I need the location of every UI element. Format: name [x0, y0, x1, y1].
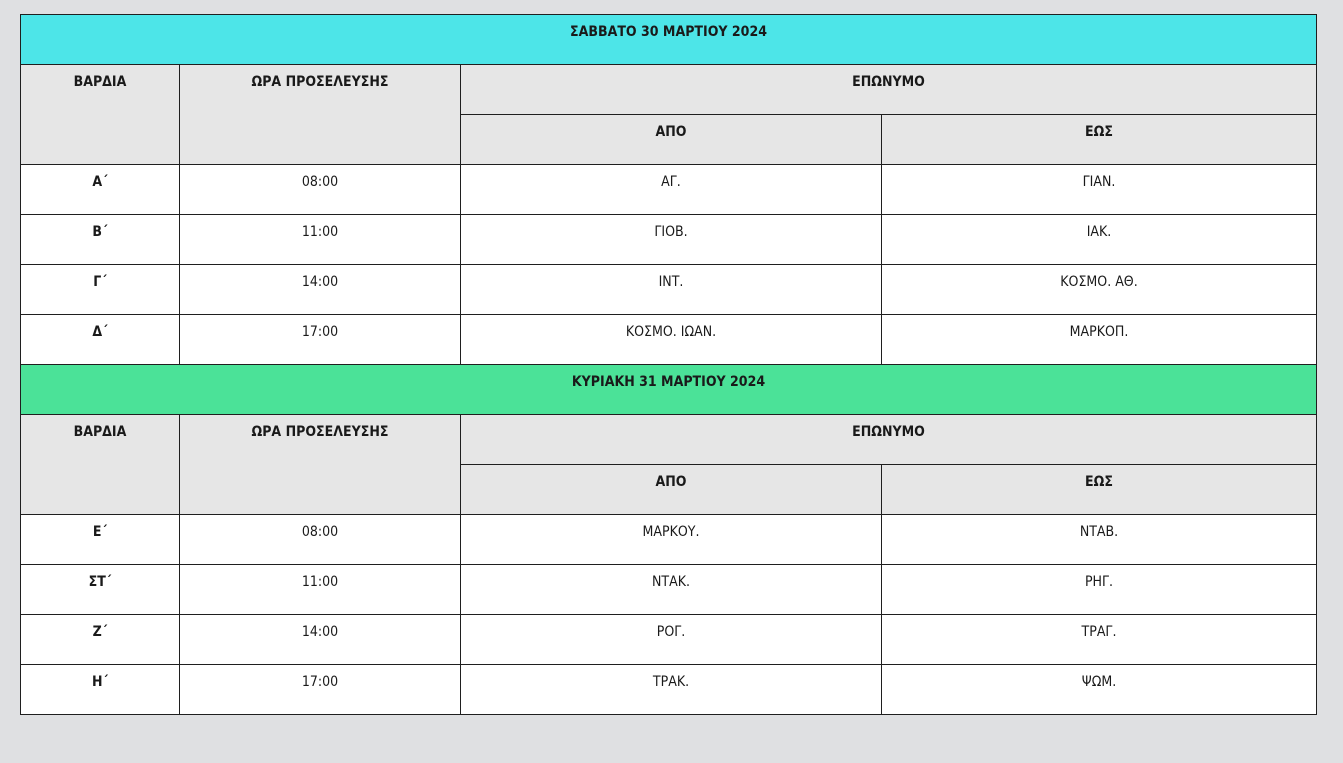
arrival-time: 17:00 — [301, 324, 339, 340]
surname-to: ΙΑΚ. — [1086, 224, 1112, 240]
shift-header-label: ΒΑΡΔΙΑ — [73, 74, 127, 90]
arrival-time: 08:00 — [301, 174, 339, 190]
shift-code: Β΄ — [92, 224, 108, 240]
surname-from: ΙΝΤ. — [658, 274, 684, 290]
table-row — [21, 615, 1317, 665]
surname-from: ΓΙΟΒ. — [654, 224, 688, 240]
shift-cell — [21, 515, 180, 565]
from-header-label: ΑΠΟ — [655, 124, 687, 140]
arrival-time-header-label: ΩΡΑ ΠΡΟΣΕΛΕΥΣΗΣ — [251, 424, 389, 440]
from-cell — [461, 265, 882, 315]
time-cell — [180, 515, 461, 565]
from-header — [461, 115, 882, 165]
from-header — [461, 465, 882, 515]
surname-to: ΤΡΑΓ. — [1081, 624, 1117, 640]
to-cell — [882, 265, 1317, 315]
from-header-label: ΑΠΟ — [655, 474, 687, 490]
surname-to: ΨΩΜ. — [1081, 674, 1117, 690]
to-cell — [882, 615, 1317, 665]
from-cell — [461, 565, 882, 615]
time-cell — [180, 665, 461, 715]
arrival-time-header — [180, 415, 461, 515]
surname-from: ΡΟΓ. — [656, 624, 686, 640]
shift-code: Α΄ — [92, 174, 108, 190]
to-cell — [882, 165, 1317, 215]
table-row — [21, 665, 1317, 715]
table-row — [21, 565, 1317, 615]
shift-header — [21, 415, 180, 515]
time-cell — [180, 565, 461, 615]
from-cell — [461, 665, 882, 715]
surname-from: ΜΑΡΚΟΥ. — [642, 524, 700, 540]
from-cell — [461, 215, 882, 265]
surname-to: ΓΙΑΝ. — [1082, 174, 1116, 190]
surname-header-label: ΕΠΩΝΥΜΟ — [852, 424, 925, 440]
day-title: ΣΑΒΒΑΤΟ 30 ΜΑΡΤΙΟΥ 2024 — [570, 24, 767, 40]
column-header-row — [21, 415, 1317, 465]
surname-to: ΡΗΓ. — [1084, 574, 1114, 590]
to-cell — [882, 515, 1317, 565]
shift-header-label: ΒΑΡΔΙΑ — [73, 424, 127, 440]
shift-cell — [21, 215, 180, 265]
table-row — [21, 215, 1317, 265]
shift-code: Ε΄ — [92, 524, 108, 540]
table-row — [21, 265, 1317, 315]
arrival-time: 08:00 — [301, 524, 339, 540]
time-cell — [180, 315, 461, 365]
time-cell — [180, 215, 461, 265]
shift-cell — [21, 265, 180, 315]
shift-code: ΣΤ΄ — [88, 574, 112, 590]
shift-schedule-table — [20, 14, 1317, 715]
to-header — [882, 115, 1317, 165]
shift-cell — [21, 665, 180, 715]
surname-header — [461, 415, 1317, 465]
arrival-time: 11:00 — [301, 224, 339, 240]
to-cell — [882, 565, 1317, 615]
arrival-time: 17:00 — [301, 674, 339, 690]
table-row — [21, 515, 1317, 565]
shift-code: Δ΄ — [92, 324, 108, 340]
from-cell — [461, 615, 882, 665]
to-header-label: ΕΩΣ — [1085, 124, 1113, 140]
day-header-row — [21, 365, 1317, 415]
shift-code: Γ΄ — [93, 274, 107, 290]
from-cell — [461, 515, 882, 565]
day-title: ΚΥΡΙΑΚΗ 31 ΜΑΡΤΙΟΥ 2024 — [571, 374, 766, 390]
arrival-time-header — [180, 65, 461, 165]
surname-header-label: ΕΠΩΝΥΜΟ — [852, 74, 925, 90]
day-header-row — [21, 15, 1317, 65]
to-cell — [882, 315, 1317, 365]
surname-from: ΑΓ. — [661, 174, 681, 190]
surname-from: ΤΡΑΚ. — [652, 674, 690, 690]
shift-cell — [21, 165, 180, 215]
day-title-cell — [21, 15, 1317, 65]
surname-to: ΜΑΡΚΟΠ. — [1069, 324, 1129, 340]
table-row — [21, 165, 1317, 215]
surname-header — [461, 65, 1317, 115]
time-cell — [180, 165, 461, 215]
shift-code: Ζ΄ — [92, 624, 108, 640]
to-header — [882, 465, 1317, 515]
arrival-time: 14:00 — [301, 624, 339, 640]
arrival-time: 11:00 — [301, 574, 339, 590]
shift-cell — [21, 615, 180, 665]
arrival-time-header-label: ΩΡΑ ΠΡΟΣΕΛΕΥΣΗΣ — [251, 74, 389, 90]
time-cell — [180, 265, 461, 315]
from-cell — [461, 315, 882, 365]
surname-from: ΝΤΑΚ. — [652, 574, 690, 590]
from-cell — [461, 165, 882, 215]
shift-cell — [21, 565, 180, 615]
to-cell — [882, 665, 1317, 715]
surname-to: ΚΟΣΜΟ. ΑΘ. — [1060, 274, 1138, 290]
to-header-label: ΕΩΣ — [1085, 474, 1113, 490]
arrival-time: 14:00 — [301, 274, 339, 290]
shift-header — [21, 65, 180, 165]
shift-cell — [21, 315, 180, 365]
table-row — [21, 315, 1317, 365]
time-cell — [180, 615, 461, 665]
to-cell — [882, 215, 1317, 265]
surname-from: ΚΟΣΜΟ. ΙΩΑΝ. — [625, 324, 717, 340]
day-title-cell — [21, 365, 1317, 415]
surname-to: ΝΤΑΒ. — [1079, 524, 1119, 540]
shift-code: Η΄ — [91, 674, 109, 690]
column-header-row — [21, 65, 1317, 115]
